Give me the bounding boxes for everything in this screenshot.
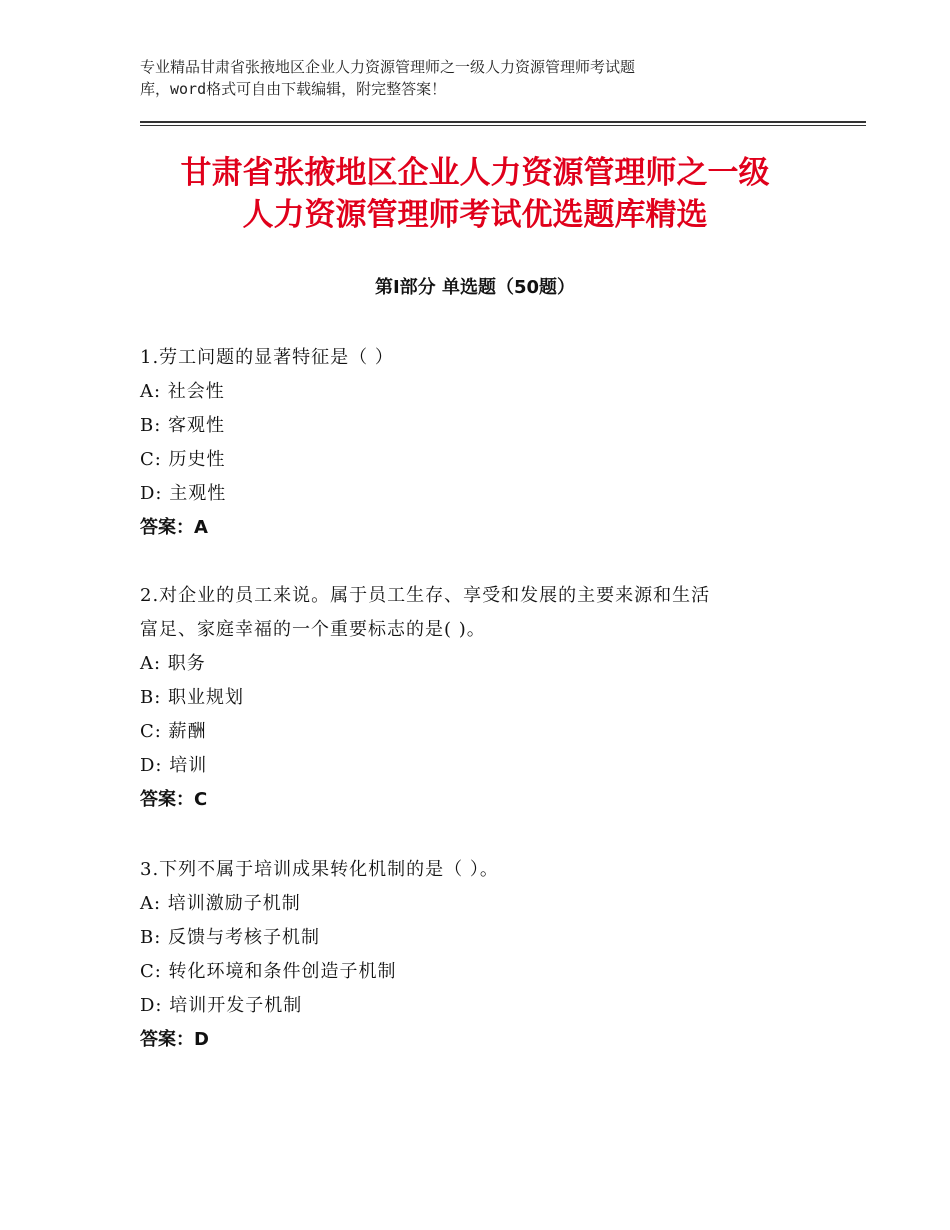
question-1 <box>140 341 820 545</box>
header-rule-thick <box>140 121 866 123</box>
header-rule-thin <box>140 125 866 126</box>
option-c: C: 薪酬 <box>140 721 207 742</box>
option-b: B: 反馈与考核子机制 <box>140 927 321 948</box>
question-stem: 3.下列不属于培训成果转化机制的是（ ）。 <box>140 859 499 880</box>
question-3 <box>140 853 820 1057</box>
option-d: D: 培训开发子机制 <box>140 995 303 1016</box>
question-stem-line-2: 富足、家庭幸福的一个重要标志的是( )。 <box>140 619 486 640</box>
option-d: D: 主观性 <box>140 483 227 504</box>
question-2 <box>140 579 820 817</box>
header-line-2: 库，word格式可自由下载编辑，附完整答案！ <box>140 80 447 98</box>
option-c: C: 转化环境和条件创造子机制 <box>140 961 397 982</box>
option-a: A: 培训激励子机制 <box>140 893 301 914</box>
option-a: A: 社会性 <box>140 381 225 402</box>
document-header <box>140 56 820 100</box>
title-line-2: 人力资源管理师考试优选题库精选 <box>242 197 708 233</box>
header-line-1: 专业精品甘肃省张掖地区企业人力资源管理师之一级人力资源管理师考试题 <box>140 58 636 76</box>
option-c: C: 历史性 <box>140 449 226 470</box>
option-a: A: 职务 <box>140 653 206 674</box>
answer: 答案：C <box>140 789 208 810</box>
document-title <box>100 152 850 236</box>
title-line-1: 甘肃省张掖地区企业人力资源管理师之一级 <box>180 155 770 191</box>
question-stem-line-1: 2.对企业的员工来说。属于员工生存、享受和发展的主要来源和生活 <box>140 585 711 606</box>
question-stem: 1.劳工问题的显著特征是（ ） <box>140 347 394 368</box>
option-b: B: 职业规划 <box>140 687 245 708</box>
option-d: D: 培训 <box>140 755 208 776</box>
answer: 答案：A <box>140 517 208 538</box>
section-heading: 第Ⅰ部分 单选题（50题） <box>374 277 575 298</box>
option-b: B: 客观性 <box>140 415 226 436</box>
answer: 答案：D <box>140 1029 209 1050</box>
